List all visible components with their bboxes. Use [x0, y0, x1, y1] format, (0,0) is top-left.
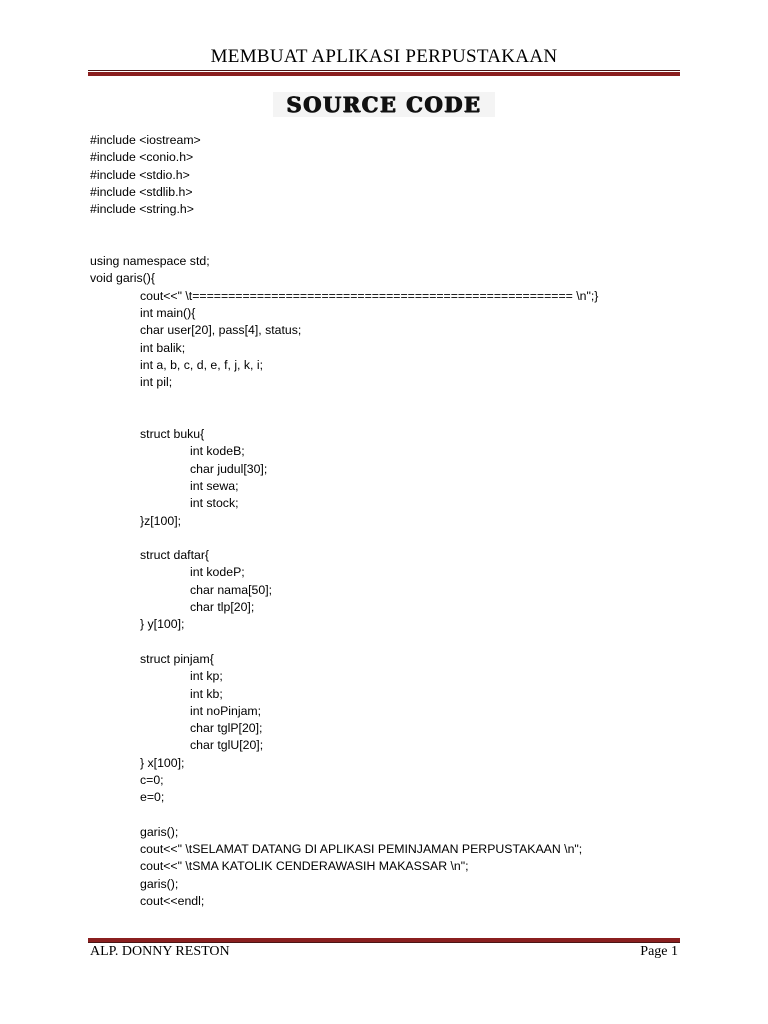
code-line: struct buku{	[140, 427, 205, 442]
code-line: #include <stdio.h>	[90, 167, 190, 182]
code-line: int kp;	[190, 669, 223, 684]
code-line	[90, 391, 690, 408]
code-line: #include <stdlib.h>	[90, 184, 193, 199]
code-line: #include <iostream>	[90, 133, 201, 147]
code-line: int sewa;	[190, 478, 239, 493]
code-line: e=0;	[140, 790, 165, 805]
footer-author: ALP. DONNY RESTON	[90, 944, 230, 959]
page-header-title: MEMBUAT APLIKASI PERPUSTAKAAN	[210, 46, 558, 67]
code-line: cout<<" \tSELAMAT DATANG DI APLIKASI PEMINJAMAN PERPUSTAKAAN \n";	[140, 842, 583, 857]
code-line: c=0;	[140, 772, 164, 787]
footer-divider	[88, 937, 680, 943]
code-line: void garis(){	[90, 271, 155, 286]
footer-page-number: Page 1	[640, 944, 678, 959]
code-line: int kodeP;	[190, 565, 245, 580]
code-line: int pil;	[140, 375, 173, 390]
code-line: int kb;	[190, 686, 223, 701]
code-line: } y[100];	[140, 617, 185, 632]
code-line: #include <conio.h>	[90, 150, 194, 165]
code-line: cout<<" \tSMA KATOLIK CENDERAWASIH MAKASSAR \n";	[140, 859, 469, 874]
code-line: cout<<endl;	[140, 894, 205, 909]
code-line: char tglP[20];	[190, 721, 263, 736]
code-line: #include <string.h>	[90, 202, 194, 217]
code-line: int noPinjam;	[190, 703, 262, 718]
code-line	[90, 807, 690, 824]
code-line: int balik;	[140, 340, 186, 355]
code-line: } x[100];	[140, 755, 185, 770]
code-line: int a, b, c, d, e, f, j, k, i;	[140, 357, 264, 372]
code-line: int kodeB;	[190, 444, 245, 459]
code-line: struct daftar{	[140, 548, 210, 563]
code-line	[90, 218, 690, 235]
code-line: char tglU[20];	[190, 738, 264, 753]
header-divider	[88, 70, 680, 76]
code-line: cout<<" \t===================================================== \n";}	[140, 288, 599, 303]
code-line: using namespace std;	[90, 254, 210, 269]
code-line: char user[20], pass[4], status;	[140, 323, 302, 338]
code-line: char judul[30];	[190, 461, 268, 476]
code-line	[90, 530, 690, 547]
section-title-text: SOURCE CODE	[273, 92, 496, 117]
code-line: char nama[50];	[190, 582, 273, 597]
code-line: garis();	[140, 824, 179, 839]
code-line	[90, 634, 690, 651]
code-line	[90, 409, 690, 426]
code-line: garis();	[140, 876, 179, 891]
code-line: }z[100];	[140, 513, 182, 528]
source-code-block	[90, 132, 690, 910]
code-line: int main(){	[140, 305, 196, 320]
code-line: struct pinjam{	[140, 651, 214, 666]
code-line: int stock;	[190, 496, 239, 511]
section-title	[0, 92, 768, 117]
code-line	[90, 236, 690, 253]
code-line: char tlp[20];	[190, 600, 255, 615]
